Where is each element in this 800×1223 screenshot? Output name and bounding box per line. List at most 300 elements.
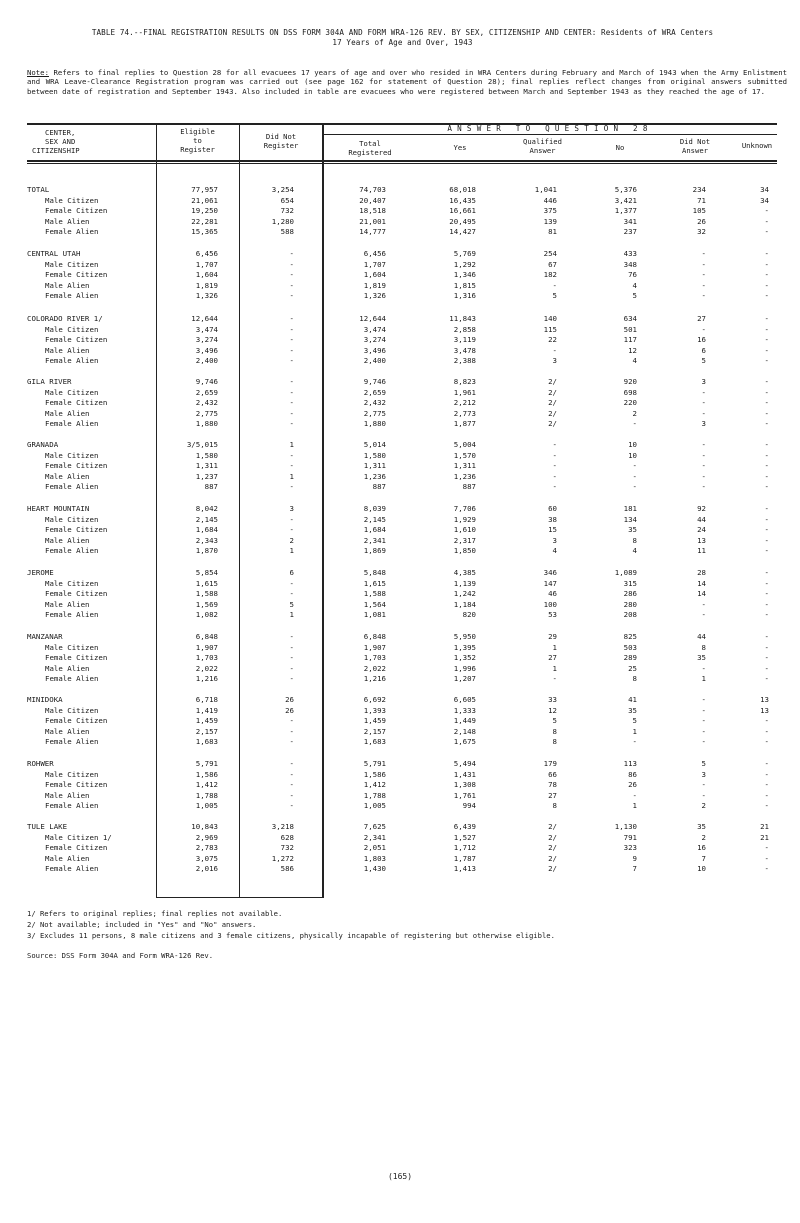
cell-did-not-register: 732 [280, 206, 294, 215]
table-row-center-total [0, 695, 800, 705]
cell-total-registered: 1,819 [363, 280, 386, 290]
cell-yes: 68,018 [449, 185, 476, 194]
sex-citizenship-label: Male Alien [45, 280, 90, 290]
cell-did-not-register: - [289, 653, 294, 662]
sex-citizenship-label: Male Alien [45, 345, 90, 355]
cell-eligible: 12,644 [191, 314, 218, 323]
cell-eligible: 1,326 [195, 291, 218, 300]
cell-qualified-answer: 8 [552, 737, 557, 746]
cell-did-not-register: 6 [289, 568, 294, 577]
table-row [0, 864, 800, 874]
cell-did-not-register: - [289, 790, 294, 800]
cell-no: - [632, 461, 637, 470]
header-qualified-line-2: Answer [529, 146, 556, 155]
sex-citizenship-label: Female Citizen [45, 206, 108, 215]
cell-unknown: 34 [760, 185, 769, 194]
cell-unknown: - [764, 259, 769, 269]
cell-eligible: 2,157 [195, 726, 218, 736]
cell-eligible: 1,880 [195, 419, 218, 428]
cell-did-not-register: - [289, 419, 294, 428]
sex-citizenship-label: Male Citizen [45, 324, 99, 334]
center-name: MANZANAR [27, 632, 63, 641]
cell-did-not-answer: 92 [697, 504, 706, 513]
cell-no: 501 [623, 324, 637, 334]
table-row-center-total [0, 759, 800, 769]
cell-no: 220 [623, 398, 637, 407]
cell-did-not-answer: - [701, 461, 706, 470]
cell-did-not-answer: - [701, 291, 706, 300]
cell-qualified-answer: 2/ [548, 832, 557, 842]
cell-did-not-register: 1,272 [271, 853, 294, 863]
cell-eligible: 2,659 [195, 387, 218, 397]
cell-yes: 5,769 [453, 249, 476, 258]
cell-total-registered: 7,625 [363, 822, 386, 831]
table-row [0, 291, 800, 301]
cell-qualified-answer: 22 [548, 335, 557, 344]
sex-citizenship-label: Male Citizen [45, 450, 99, 460]
table-row [0, 217, 800, 227]
cell-eligible: 2,775 [195, 408, 218, 418]
sex-citizenship-label: Female Citizen [45, 716, 108, 725]
cell-total-registered: 1,311 [363, 461, 386, 470]
cell-did-not-answer: 2 [701, 832, 706, 842]
cell-qualified-answer: 38 [548, 514, 557, 524]
page-number: (165) [387, 1172, 413, 1181]
header-dnr-line-1: Did Not [265, 132, 297, 141]
cell-total-registered: 20,407 [359, 195, 386, 205]
center-name: JEROME [27, 568, 54, 577]
cell-unknown: - [764, 206, 769, 215]
cell-eligible: 1,237 [195, 471, 218, 481]
cell-no: 4 [632, 546, 637, 555]
cell-did-not-register: - [289, 335, 294, 344]
cell-qualified-answer: 179 [543, 759, 557, 768]
cell-did-not-answer: 3 [701, 769, 706, 779]
cell-did-not-register: - [289, 461, 294, 470]
sex-citizenship-label: Female Alien [45, 356, 99, 365]
cell-qualified-answer: 1 [552, 642, 557, 652]
cell-eligible: 1,819 [195, 280, 218, 290]
center-name: ROHWER [27, 759, 54, 768]
cell-total-registered: 2,432 [363, 398, 386, 407]
cell-yes: 3,478 [453, 345, 476, 355]
header-center-line-3: CITIZENSHIP [32, 146, 80, 155]
cell-yes: 14,427 [449, 227, 476, 236]
cell-qualified-answer: 1 [552, 663, 557, 673]
cell-total-registered: 1,869 [363, 546, 386, 555]
sex-citizenship-label: Male Citizen 1/ [45, 832, 112, 842]
sex-citizenship-label: Male Citizen [45, 642, 99, 652]
cell-did-not-answer: - [701, 790, 706, 800]
cell-no: 1,377 [614, 206, 637, 215]
cell-no: - [632, 737, 637, 746]
cell-no: 134 [623, 514, 637, 524]
table-row [0, 801, 800, 811]
center-name: TOTAL [27, 185, 50, 194]
note-text: Refers to final replies to Question 28 for all evacuees 17 years of age and over who resided in WRA Centers during February and March of 1943 when the Army Enlistment and WRA Leave-Clearance Registration program was carried out (see page 162 for statement of Question 28); final replies reflect changes from original answers submitted between date of registration and September 1943. Also included in table are evacuees who were registered between March and September 1943 as they reached the age of 17. [27, 68, 787, 96]
cell-did-not-answer: 35 [697, 653, 706, 662]
header-bottom-rule-2 [27, 163, 777, 164]
sex-citizenship-label: Male Alien [45, 599, 90, 609]
cell-did-not-register: - [289, 716, 294, 725]
cell-did-not-register: - [289, 737, 294, 746]
cell-no: 25 [628, 663, 637, 673]
cell-yes: 1,850 [453, 546, 476, 555]
cell-eligible: 15,365 [191, 227, 218, 236]
cell-yes: 2,148 [453, 726, 476, 736]
cell-no: 280 [623, 599, 637, 609]
cell-total-registered: 1,412 [363, 780, 386, 789]
cell-yes: 1,292 [453, 259, 476, 269]
table-row-center-total [0, 377, 800, 387]
cell-eligible: 2,783 [195, 843, 218, 852]
footnote-1: 1/ Refers to original replies; final replies not available. [27, 909, 283, 918]
cell-total-registered: 2,400 [363, 356, 386, 365]
cell-qualified-answer: 5 [552, 716, 557, 725]
table-row-center-total [0, 314, 800, 324]
cell-unknown: - [764, 632, 769, 641]
cell-no: 8 [632, 674, 637, 683]
cell-qualified-answer: 12 [548, 705, 557, 715]
sex-citizenship-label: Female Alien [45, 610, 99, 619]
cell-unknown: - [764, 589, 769, 598]
cell-unknown: - [764, 546, 769, 555]
cell-yes: 2,773 [453, 408, 476, 418]
cell-total-registered: 18,518 [359, 206, 386, 215]
table-row-center-total [0, 822, 800, 832]
cell-eligible: 1,604 [195, 270, 218, 279]
cell-unknown: - [764, 377, 769, 386]
cell-eligible: 1,216 [195, 674, 218, 683]
table-row [0, 600, 800, 610]
table-row [0, 398, 800, 408]
cell-qualified-answer: 1,041 [534, 185, 557, 194]
cell-yes: 1,431 [453, 769, 476, 779]
cell-did-not-answer: 14 [697, 578, 706, 588]
cell-yes: 1,610 [453, 525, 476, 534]
cell-yes: 1,761 [453, 790, 476, 800]
cell-qualified-answer: 46 [548, 589, 557, 598]
table-row [0, 196, 800, 206]
cell-total-registered: 2,341 [363, 535, 386, 545]
cell-did-not-answer: - [701, 726, 706, 736]
cell-total-registered: 1,707 [363, 259, 386, 269]
cell-yes: 1,184 [453, 599, 476, 609]
cell-did-not-answer: - [701, 259, 706, 269]
footnotes [27, 908, 767, 941]
sex-citizenship-label: Female Citizen [45, 653, 108, 662]
table-row [0, 206, 800, 216]
header-qualified-answer [505, 137, 580, 155]
cell-no: 7 [632, 864, 637, 873]
cell-unknown: - [764, 471, 769, 481]
cell-unknown: - [764, 535, 769, 545]
cell-did-not-register: 1 [289, 610, 294, 619]
cell-did-not-register: 26 [285, 705, 294, 715]
cell-did-not-register: 732 [280, 843, 294, 852]
table-row [0, 843, 800, 853]
cell-yes: 1,815 [453, 280, 476, 290]
note-label: Note: [27, 68, 49, 77]
cell-unknown: - [764, 568, 769, 577]
header-answer-to-question: ANSWER TO QUESTION 28 [447, 124, 653, 133]
cell-no: 825 [623, 632, 637, 641]
cell-qualified-answer: 2/ [548, 419, 557, 428]
cell-no: - [632, 790, 637, 800]
cell-unknown: - [764, 780, 769, 789]
cell-qualified-answer: 8 [552, 801, 557, 810]
table-row [0, 536, 800, 546]
cell-yes: 2,858 [453, 324, 476, 334]
cell-total-registered: 887 [372, 482, 386, 491]
sex-citizenship-label: Female Alien [45, 674, 99, 683]
cell-unknown: - [764, 387, 769, 397]
cell-unknown: - [764, 356, 769, 365]
cell-total-registered: 5,791 [363, 759, 386, 768]
cell-eligible: 1,588 [195, 589, 218, 598]
cell-yes: 2,317 [453, 535, 476, 545]
cell-unknown: - [764, 280, 769, 290]
cell-qualified-answer: 15 [548, 525, 557, 534]
table-row [0, 770, 800, 780]
cell-eligible: 1,683 [195, 737, 218, 746]
cell-unknown: - [764, 345, 769, 355]
cell-eligible: 2,022 [195, 663, 218, 673]
table-row [0, 791, 800, 801]
cell-yes: 994 [462, 801, 476, 810]
cell-total-registered: 1,683 [363, 737, 386, 746]
cell-unknown: - [764, 642, 769, 652]
cell-total-registered: 1,459 [363, 716, 386, 725]
cell-yes: 1,675 [453, 737, 476, 746]
cell-no: 10 [628, 440, 637, 449]
cell-unknown: - [764, 227, 769, 236]
cell-yes: 6,439 [453, 822, 476, 831]
cell-yes: 1,352 [453, 653, 476, 662]
cell-eligible: 9,746 [195, 377, 218, 386]
cell-total-registered: 6,848 [363, 632, 386, 641]
cell-total-registered: 1,081 [363, 610, 386, 619]
cell-did-not-register: - [289, 726, 294, 736]
cell-yes: 1,311 [453, 461, 476, 470]
cell-unknown: - [764, 216, 769, 226]
cell-did-not-answer: - [701, 482, 706, 491]
header-eligible-line-1: Eligible [180, 127, 215, 136]
table-row [0, 472, 800, 482]
sex-citizenship-label: Female Alien [45, 419, 99, 428]
table-row-center-total [0, 568, 800, 578]
cell-eligible: 3,274 [195, 335, 218, 344]
cell-qualified-answer: - [552, 482, 557, 491]
cell-eligible: 5,791 [195, 759, 218, 768]
cell-unknown: - [764, 324, 769, 334]
cell-qualified-answer: 3 [552, 535, 557, 545]
sex-citizenship-label: Female Citizen [45, 780, 108, 789]
table-bottom-rule [156, 897, 323, 898]
cell-did-not-answer: 1 [701, 674, 706, 683]
cell-unknown: - [764, 398, 769, 407]
cell-unknown: - [764, 408, 769, 418]
cell-unknown: 13 [760, 705, 769, 715]
cell-qualified-answer: 2/ [548, 822, 557, 831]
cell-yes: 2,388 [453, 356, 476, 365]
cell-did-not-register: 654 [280, 195, 294, 205]
table-row [0, 270, 800, 280]
cell-qualified-answer: 8 [552, 726, 557, 736]
cell-did-not-register: - [289, 589, 294, 598]
cell-no: 86 [628, 769, 637, 779]
cell-did-not-register: - [289, 780, 294, 789]
cell-eligible: 1,703 [195, 653, 218, 662]
cell-no: 5,376 [614, 185, 637, 194]
cell-total-registered: 3,474 [363, 324, 386, 334]
header-yes: Yes [453, 143, 467, 152]
header-unknown: Unknown [741, 141, 773, 150]
cell-qualified-answer: 3 [552, 356, 557, 365]
sex-citizenship-label: Female Alien [45, 546, 99, 555]
table-row [0, 260, 800, 270]
sex-citizenship-label: Female Alien [45, 482, 99, 491]
cell-no: 2 [632, 408, 637, 418]
cell-qualified-answer: 33 [548, 695, 557, 704]
cell-qualified-answer: - [552, 450, 557, 460]
cell-yes: 1,346 [453, 270, 476, 279]
sex-citizenship-label: Female Alien [45, 291, 99, 300]
cell-total-registered: 1,236 [363, 471, 386, 481]
table-row [0, 515, 800, 525]
cell-unknown: - [764, 514, 769, 524]
cell-did-not-answer: - [701, 450, 706, 460]
cell-total-registered: 1,803 [363, 853, 386, 863]
table-row [0, 780, 800, 790]
cell-yes: 1,236 [453, 471, 476, 481]
cell-qualified-answer: 140 [543, 314, 557, 323]
cell-eligible: 1,707 [195, 259, 218, 269]
cell-did-not-register: 3 [289, 504, 294, 513]
cell-did-not-answer: - [701, 599, 706, 609]
cell-did-not-register: 2 [289, 535, 294, 545]
header-dnr-line-2: Register [263, 141, 299, 150]
cell-total-registered: 1,604 [363, 270, 386, 279]
cell-total-registered: 1,586 [363, 769, 386, 779]
cell-unknown: - [764, 249, 769, 258]
sex-citizenship-label: Male Citizen [45, 259, 99, 269]
cell-no: 117 [623, 335, 637, 344]
sex-citizenship-label: Female Citizen [45, 398, 108, 407]
cell-no: - [632, 471, 637, 481]
cell-did-not-answer: 2 [701, 801, 706, 810]
cell-did-not-register: - [289, 801, 294, 810]
cell-did-not-register: - [289, 356, 294, 365]
cell-did-not-answer: 26 [697, 216, 706, 226]
center-name: TULE LAKE [27, 822, 68, 831]
sex-citizenship-label: Female Alien [45, 801, 99, 810]
cell-eligible: 1,569 [195, 599, 218, 609]
cell-yes: 4,385 [453, 568, 476, 577]
cell-total-registered: 3,274 [363, 335, 386, 344]
cell-did-not-answer: 16 [697, 843, 706, 852]
cell-unknown: - [764, 504, 769, 513]
cell-total-registered: 5,014 [363, 440, 386, 449]
cell-eligible: 1,311 [195, 461, 218, 470]
sex-citizenship-label: Female Alien [45, 864, 99, 873]
sex-citizenship-label: Female Citizen [45, 270, 108, 279]
cell-did-not-register: 3,254 [271, 185, 294, 194]
header-no: No [615, 143, 625, 152]
sex-citizenship-label: Male Citizen [45, 769, 99, 779]
header-dna-line-2: Answer [682, 146, 708, 155]
cell-did-not-register: 1 [289, 546, 294, 555]
cell-no: 1 [632, 726, 637, 736]
cell-did-not-register: - [289, 280, 294, 290]
cell-yes: 1,961 [453, 387, 476, 397]
cell-unknown: - [764, 853, 769, 863]
cell-total-registered: 2,022 [363, 663, 386, 673]
cell-unknown: - [764, 578, 769, 588]
cell-did-not-register: - [289, 324, 294, 334]
cell-total-registered: 5,848 [363, 568, 386, 577]
cell-no: 208 [623, 610, 637, 619]
cell-no: 12 [628, 345, 637, 355]
header-total-line-2: Registered [348, 148, 392, 157]
table-row [0, 706, 800, 716]
sex-citizenship-label: Female Alien [45, 737, 99, 746]
cell-unknown: - [764, 599, 769, 609]
cell-did-not-answer: - [701, 280, 706, 290]
cell-did-not-answer: - [701, 324, 706, 334]
cell-no: 315 [623, 578, 637, 588]
cell-did-not-answer: 28 [697, 568, 706, 577]
cell-did-not-answer: - [701, 663, 706, 673]
cell-did-not-answer: - [701, 737, 706, 746]
header-did-not-register [242, 132, 320, 150]
cell-qualified-answer: 2/ [548, 853, 557, 863]
cell-yes: 1,712 [453, 843, 476, 852]
table-row [0, 727, 800, 737]
cell-yes: 5,950 [453, 632, 476, 641]
cell-eligible: 2,400 [195, 356, 218, 365]
cell-qualified-answer: 4 [552, 546, 557, 555]
cell-no: 1,089 [614, 568, 637, 577]
cell-no: 348 [623, 259, 637, 269]
table-row [0, 643, 800, 653]
table-row [0, 610, 800, 620]
cell-no: 41 [628, 695, 637, 704]
cell-no: 289 [623, 653, 637, 662]
header-center-line-2: SEX AND [45, 137, 76, 146]
cell-yes: 7,706 [453, 504, 476, 513]
cell-eligible: 1,412 [195, 780, 218, 789]
sex-citizenship-label: Male Alien [45, 853, 90, 863]
cell-eligible: 2,016 [195, 864, 218, 873]
sex-citizenship-label: Female Citizen [45, 335, 108, 344]
cell-qualified-answer: 2/ [548, 377, 557, 386]
cell-yes: 8,823 [453, 377, 476, 386]
cell-did-not-answer: 105 [692, 206, 706, 215]
cell-did-not-register: 3,218 [271, 822, 294, 831]
cell-qualified-answer: 182 [543, 270, 557, 279]
cell-did-not-register: - [289, 769, 294, 779]
header-total-line-1: Total [359, 139, 381, 148]
cell-did-not-answer: 3 [701, 377, 706, 386]
cell-qualified-answer: 5 [552, 291, 557, 300]
cell-unknown: 34 [760, 195, 769, 205]
table-row [0, 356, 800, 366]
cell-total-registered: 1,393 [363, 705, 386, 715]
cell-did-not-register: - [289, 663, 294, 673]
cell-did-not-register: - [289, 578, 294, 588]
cell-did-not-answer: - [701, 398, 706, 407]
